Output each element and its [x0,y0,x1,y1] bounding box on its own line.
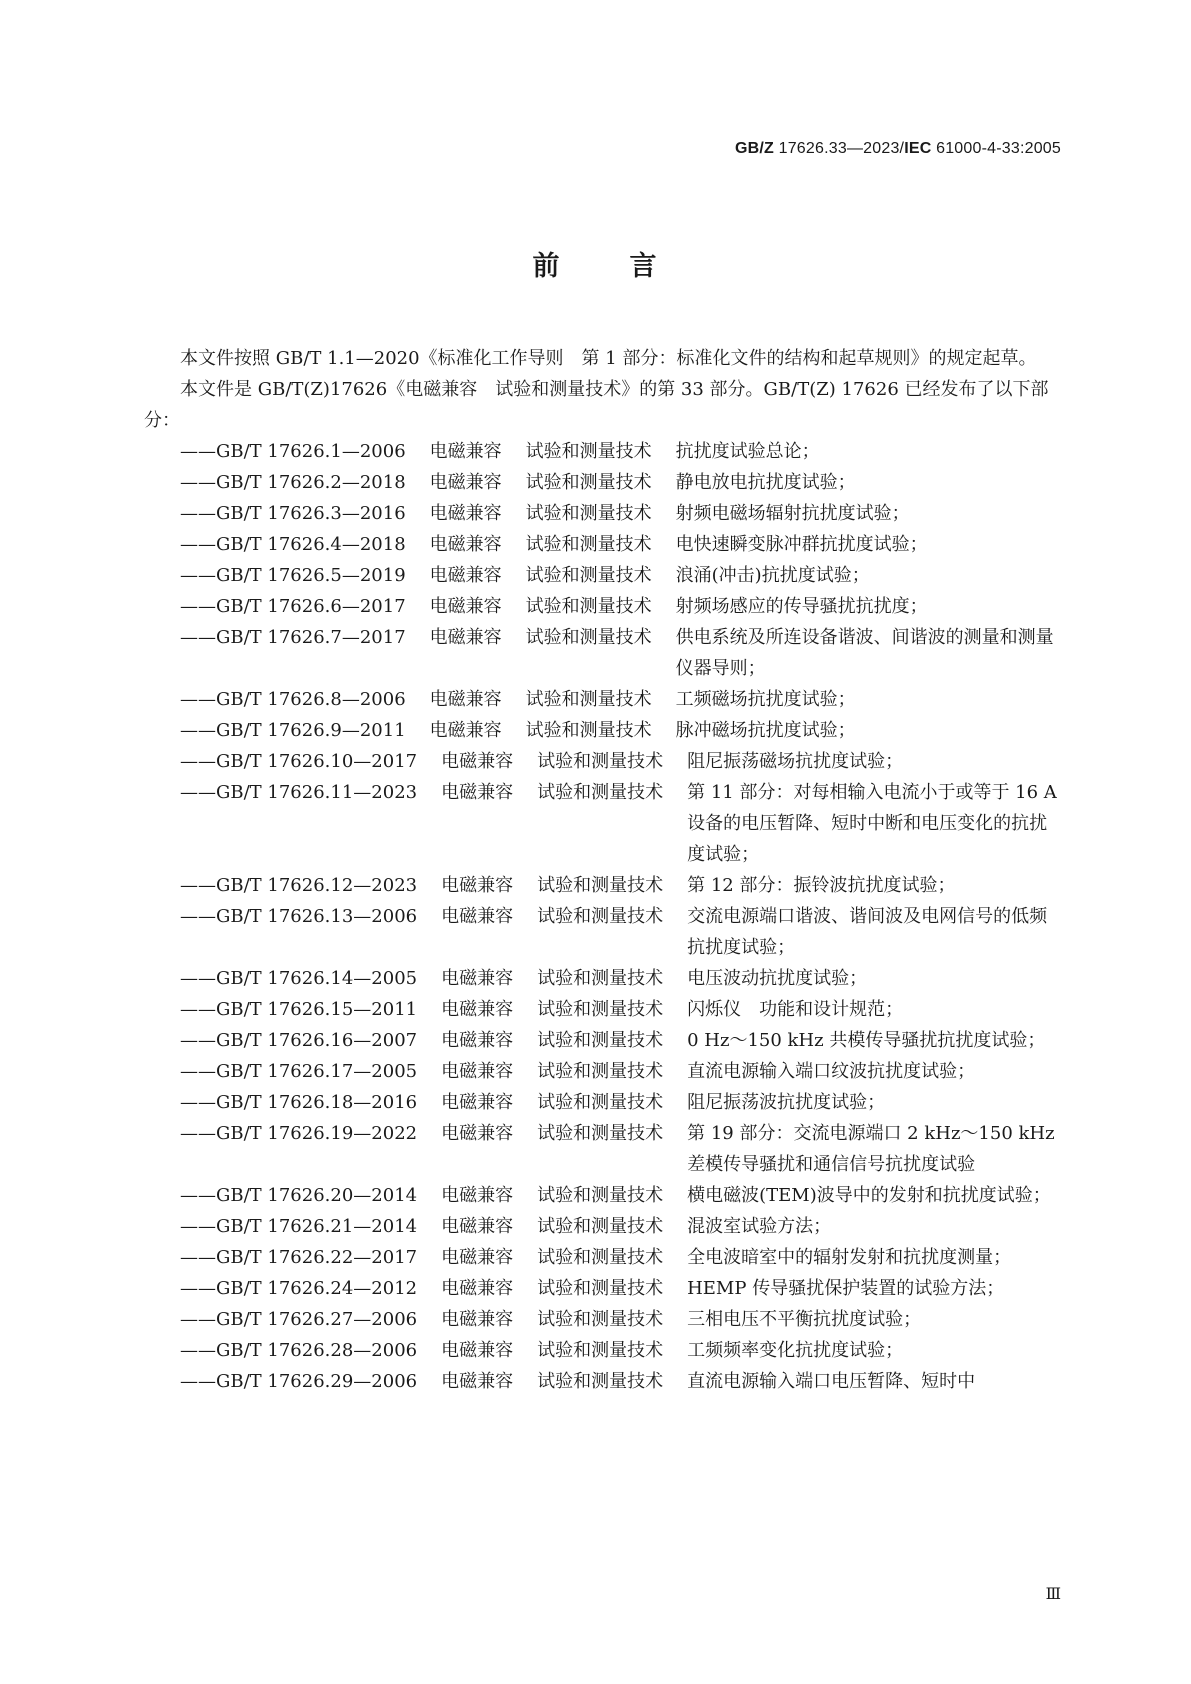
list-item-std: GB/T 17626.11—2023 [216,782,418,803]
list-dash: —— [180,1092,216,1113]
list-item-series: 电磁兼容 [441,1340,514,1361]
list-item-subject: 0 Hz～150 kHz 共模传导骚扰抗扰度试验； [687,1030,1046,1051]
list-item-part: 试验和测量技术 [537,751,664,772]
list-item-subject: 混波室试验方法； [687,1216,832,1237]
list-item [144,901,1061,963]
list-dash: —— [180,720,216,741]
list-item-std: GB/T 17626.2—2018 [216,472,406,493]
title-char-2: 言 [629,251,659,282]
list-item-std: GB/T 17626.8—2006 [216,689,406,710]
list-item-series: 电磁兼容 [429,720,502,741]
list-dash: —— [180,565,216,586]
list-item [144,498,1061,529]
list-item [144,1273,1061,1304]
list-item-part: 试验和测量技术 [537,1061,664,1082]
list-item-series: 电磁兼容 [429,503,502,524]
list-item-subject: 浪涌(冲击)抗扰度试验； [675,565,870,586]
list-item [144,870,1061,901]
list-item-series: 电磁兼容 [429,627,502,648]
list-item-std: GB/T 17626.29—2006 [216,1371,418,1392]
list-item [144,436,1061,467]
list-item [144,1087,1061,1118]
list-item-part: 试验和测量技术 [537,1278,664,1299]
list-item-std: GB/T 17626.7—2017 [216,627,406,648]
list-dash: —— [180,1030,216,1051]
list-item [144,1056,1061,1087]
list-item-part: 试验和测量技术 [525,441,652,462]
list-item-std: GB/T 17626.21—2014 [216,1216,418,1237]
list-item-series: 电磁兼容 [441,999,514,1020]
list-item-part: 试验和测量技术 [525,627,652,648]
list-item [144,591,1061,622]
list-item [144,963,1061,994]
list-item-part: 试验和测量技术 [537,1030,664,1051]
list-item [144,1118,1061,1180]
list-dash: —— [180,1340,216,1361]
list-item-series: 电磁兼容 [429,596,502,617]
list-dash: —— [180,1185,216,1206]
list-item-series: 电磁兼容 [429,689,502,710]
list-item-part: 试验和测量技术 [537,999,664,1020]
list-item-part: 试验和测量技术 [537,968,664,989]
list-item-subject: 抗扰度试验总论； [675,441,820,462]
iec-prefix: IEC [904,140,932,157]
list-item-series: 电磁兼容 [429,472,502,493]
list-dash: —— [180,1061,216,1082]
list-item-part: 试验和测量技术 [525,565,652,586]
list-item-std: GB/T 17626.15—2011 [216,999,418,1020]
list-item-subject: 三相电压不平衡抗扰度试验； [687,1309,922,1330]
list-item [144,529,1061,560]
list-item-subject: 电快速瞬变脉冲群抗扰度试验； [675,534,928,555]
list-item [144,994,1061,1025]
list-item-series: 电磁兼容 [441,1030,514,1051]
list-dash: —— [180,441,216,462]
list-item-subject: 直流电源输入端口电压暂降、短时中 [687,1371,976,1392]
list-item-subject: 直流电源输入端口纹波抗扰度试验； [687,1061,976,1082]
list-item [144,1304,1061,1335]
list-item-std: GB/T 17626.10—2017 [216,751,418,772]
code-prefix: GB/Z [734,140,774,157]
page-number: Ⅲ [1045,1584,1061,1603]
list-item [144,777,1061,870]
page-title [0,244,1191,283]
list-item-part: 试验和测量技术 [537,1340,664,1361]
list-item-std: GB/T 17626.3—2016 [216,503,406,524]
list-item-std: GB/T 17626.1—2006 [216,441,406,462]
list-dash: —— [180,1123,216,1144]
list-item-subject: 交流电源端口谐波、谐间波及电网信号的低频抗扰度试验； [687,906,1048,958]
list-item-part: 试验和测量技术 [537,1185,664,1206]
standards-list [144,436,1061,1397]
list-item-subject: 静电放电抗扰度试验； [675,472,856,493]
list-item-subject: 第 19 部分：交流电源端口 2 kHz～150 kHz差模传导骚扰和通信信号抗扰度试验 [687,1123,1055,1175]
list-item-subject: 横电磁波(TEM)波导中的发射和抗扰度试验； [687,1185,1051,1206]
list-item [144,622,1061,684]
list-item-subject: 供电系统及所连设备谐波、间谐波的测量和测量仪器导则； [675,627,1054,679]
list-item-series: 电磁兼容 [441,1247,514,1268]
list-dash: —— [180,627,216,648]
list-dash: —— [180,1247,216,1268]
document-code-header [735,140,1061,158]
list-item-std: GB/T 17626.18—2016 [216,1092,418,1113]
list-item-std: GB/T 17626.17—2005 [216,1061,418,1082]
list-item-part: 试验和测量技术 [525,720,652,741]
list-item [144,1242,1061,1273]
list-item-part: 试验和测量技术 [537,1123,664,1144]
list-item-subject: 射频场感应的传导骚扰抗扰度； [675,596,928,617]
list-dash: —— [180,999,216,1020]
list-item-std: GB/T 17626.13—2006 [216,906,418,927]
list-item-subject: 脉冲磁场抗扰度试验； [675,720,856,741]
list-item-series: 电磁兼容 [441,1092,514,1113]
list-item [144,684,1061,715]
list-item-series: 电磁兼容 [441,906,514,927]
list-item-std: GB/T 17626.24—2012 [216,1278,418,1299]
list-item-std: GB/T 17626.4—2018 [216,534,406,555]
list-item-std: GB/T 17626.27—2006 [216,1309,418,1330]
list-dash: —— [180,1216,216,1237]
list-item-series: 电磁兼容 [441,782,514,803]
list-item-part: 试验和测量技术 [537,1371,664,1392]
list-dash: —— [180,472,216,493]
list-item-part: 试验和测量技术 [537,1247,664,1268]
list-item-std: GB/T 17626.6—2017 [216,596,406,617]
document-body [144,343,1061,1397]
list-item-part: 试验和测量技术 [537,906,664,927]
list-item-subject: 第 11 部分：对每相输入电流小于或等于 16 A 设备的电压暂降、短时中断和电压变化的抗扰度试验； [687,782,1057,865]
list-dash: —— [180,1278,216,1299]
list-item-subject: 闪烁仪 功能和设计规范； [687,999,904,1020]
list-item-part: 试验和测量技术 [525,472,652,493]
list-dash: —— [180,596,216,617]
list-dash: —— [180,1371,216,1392]
list-item [144,1025,1061,1056]
intro-paragraph-2: 本文件是 GB/T(Z)17626《电磁兼容 试验和测量技术》的第 33 部分。GB/T(Z) 17626 已经发布了以下部分： [144,379,1049,431]
list-item-series: 电磁兼容 [441,1061,514,1082]
list-item-subject: 工频频率变化抗扰度试验； [687,1340,904,1361]
list-item-part: 试验和测量技术 [525,534,652,555]
list-item-subject: 全电波暗室中的辐射发射和抗扰度测量； [687,1247,1012,1268]
list-item [144,1335,1061,1366]
list-item-part: 试验和测量技术 [525,596,652,617]
list-dash: —— [180,906,216,927]
list-dash: —— [180,782,216,803]
list-dash: —— [180,534,216,555]
list-item-part: 试验和测量技术 [537,1309,664,1330]
list-item-part: 试验和测量技术 [525,503,652,524]
list-item-std: GB/T 17626.20—2014 [216,1185,418,1206]
list-item-series: 电磁兼容 [441,751,514,772]
list-item [144,467,1061,498]
intro-paragraph-1: 本文件按照 GB/T 1.1—2020《标准化工作导则 第 1 部分：标准化文件的结构和起草规则》的规定起草。 [180,348,1037,369]
iec-number: 61000-4-33:2005 [931,140,1061,157]
list-item-std: GB/T 17626.14—2005 [216,968,418,989]
list-dash: —— [180,968,216,989]
list-item [144,746,1061,777]
list-item-series: 电磁兼容 [441,968,514,989]
list-dash: —— [180,875,216,896]
list-dash: —— [180,1309,216,1330]
list-item-subject: 射频电磁场辐射抗扰度试验； [675,503,910,524]
list-item [144,1366,1061,1397]
list-item-part: 试验和测量技术 [537,1092,664,1113]
list-item-std: GB/T 17626.5—2019 [216,565,406,586]
list-dash: —— [180,689,216,710]
list-item-series: 电磁兼容 [441,875,514,896]
list-item-subject: 阻尼振荡波抗扰度试验； [687,1092,886,1113]
code-number: 17626.33—2023/ [773,140,905,157]
list-item-series: 电磁兼容 [441,1371,514,1392]
list-item [144,560,1061,591]
list-item-series: 电磁兼容 [441,1278,514,1299]
list-item-series: 电磁兼容 [441,1309,514,1330]
list-item-std: GB/T 17626.12—2023 [216,875,418,896]
list-item-std: GB/T 17626.16—2007 [216,1030,418,1051]
list-item-part: 试验和测量技术 [525,689,652,710]
list-item-std: GB/T 17626.22—2017 [216,1247,418,1268]
list-item-series: 电磁兼容 [441,1123,514,1144]
list-dash: —— [180,503,216,524]
list-item-series: 电磁兼容 [441,1185,514,1206]
list-item-series: 电磁兼容 [429,534,502,555]
list-item-subject: 工频磁场抗扰度试验； [675,689,856,710]
list-item-series: 电磁兼容 [429,441,502,462]
list-item [144,1211,1061,1242]
title-char-1: 前 [532,251,562,282]
list-item-part: 试验和测量技术 [537,782,664,803]
list-item-part: 试验和测量技术 [537,1216,664,1237]
list-item-std: GB/T 17626.9—2011 [216,720,406,741]
list-item-series: 电磁兼容 [441,1216,514,1237]
list-item-subject: 第 12 部分：振铃波抗扰度试验； [687,875,956,896]
list-item-std: GB/T 17626.19—2022 [216,1123,418,1144]
list-item-subject: HEMP 传导骚扰保护装置的试验方法； [687,1278,1005,1299]
list-item [144,1180,1061,1211]
list-item-part: 试验和测量技术 [537,875,664,896]
list-item-series: 电磁兼容 [429,565,502,586]
list-dash: —— [180,751,216,772]
list-item [144,715,1061,746]
list-item-std: GB/T 17626.28—2006 [216,1340,418,1361]
list-item-subject: 阻尼振荡磁场抗扰度试验； [687,751,904,772]
list-item-subject: 电压波动抗扰度试验； [687,968,868,989]
